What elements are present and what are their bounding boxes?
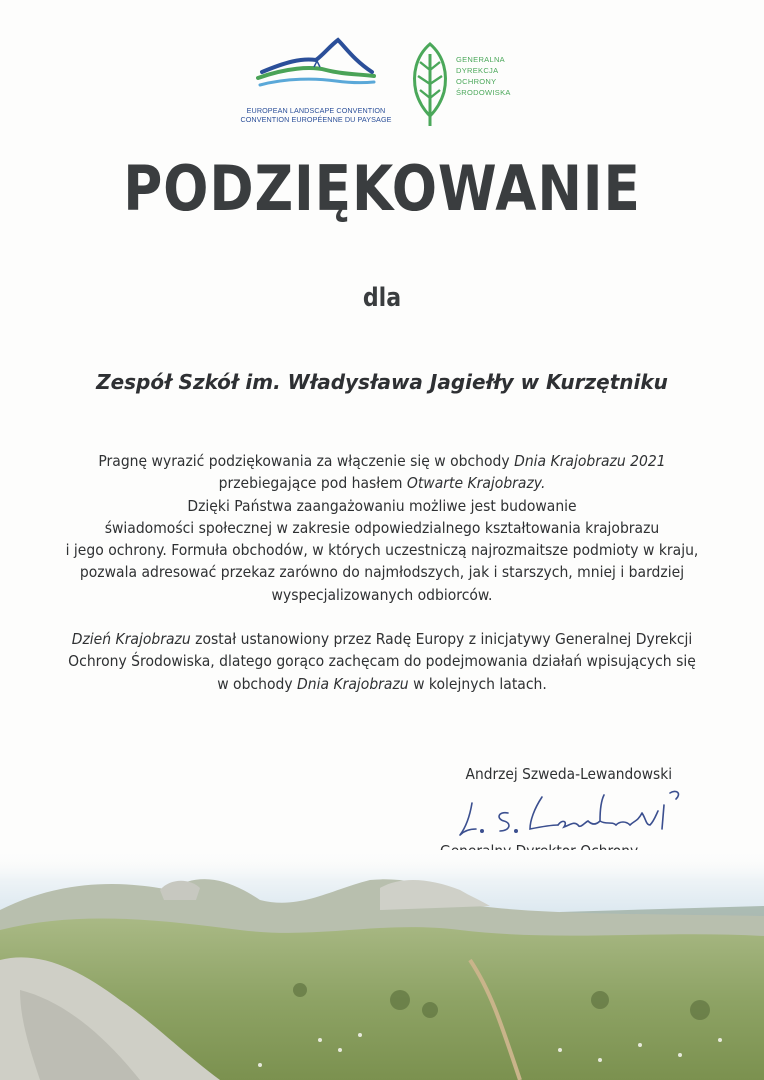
- recipient-name: Zespół Szkół im. Władysława Jagiełły w Kurzętniku: [96, 370, 668, 394]
- signer-name: Andrzej Szweda-Lewandowski: [465, 765, 673, 783]
- european-landscape-convention-logo: [236, 36, 396, 126]
- leaf-tree-icon: [408, 40, 452, 128]
- body-text: [64, 450, 700, 717]
- slogan: Otwarte Krajobrazy.: [406, 474, 546, 493]
- event-name: Dzień Krajobrazu: [71, 630, 191, 649]
- handwritten-signature: [450, 785, 690, 845]
- event-name: Dnia Krajobrazu: [297, 674, 409, 693]
- gdos-line-1: GENERALNA: [456, 55, 505, 64]
- elc-line-1: EUROPEAN LANDSCAPE CONVENTION: [246, 106, 386, 115]
- paragraph-2: [64, 628, 700, 695]
- mountain-wave-icon: [256, 36, 376, 91]
- p2-line-3: [64, 673, 700, 695]
- gdos-logo: [408, 40, 518, 130]
- gdos-line-4: ŚRODOWISKA: [456, 88, 511, 97]
- p2-text: został ustanowiony przez Radę Europy z inicjatywy Generalnej Dyrekcji: [190, 630, 693, 649]
- p1-line-6: pozwala adresować przekaz zarówno do najmłodszych, jak i starszych, mniej i bardziej: [79, 563, 685, 582]
- p2-text: w kolejnych latach.: [408, 674, 547, 693]
- elc-line-2: CONVENTION EUROPÉENNE DU PAYSAGE: [240, 115, 392, 124]
- p2-line-1: [64, 628, 700, 650]
- p1-text: Pragnę wyrazić podziękowania za włączenie się w obchody: [98, 452, 515, 470]
- p1-line-2: [64, 472, 700, 494]
- p1-line-7: wyspecjalizowanych odbiorców.: [271, 585, 493, 604]
- p2-text: w obchody: [217, 674, 298, 693]
- gdos-line-2: DYREKCJA: [456, 66, 499, 75]
- p2-line-2: Ochrony Środowiska, dlatego gorąco zachęcam do podejmowania działań wpisujących się: [68, 652, 696, 671]
- p1-line-3: Dzięki Państwa zaangażowaniu możliwe jest budowanie: [187, 496, 577, 515]
- for-label: dla: [362, 283, 402, 313]
- p1-text: przebiegające pod hasłem: [218, 474, 407, 493]
- p1-line-4: świadomości społecznej w zakresie odpowiedzialnego kształtowania krajobrazu: [104, 518, 660, 537]
- landscape-image: [0, 850, 764, 1080]
- gdos-line-3: OCHRONY: [456, 77, 497, 86]
- p1-line-5: i jego ochrony. Formuła obchodów, w których uczestniczą najrozmaitsze podmioty w kraju,: [65, 541, 699, 560]
- certificate-title: PODZIĘKOWANIE: [123, 152, 641, 225]
- paragraph-1: [64, 450, 700, 606]
- event-name: Dnia Krajobrazu 2021: [514, 452, 666, 470]
- p1-line-1: [64, 450, 700, 472]
